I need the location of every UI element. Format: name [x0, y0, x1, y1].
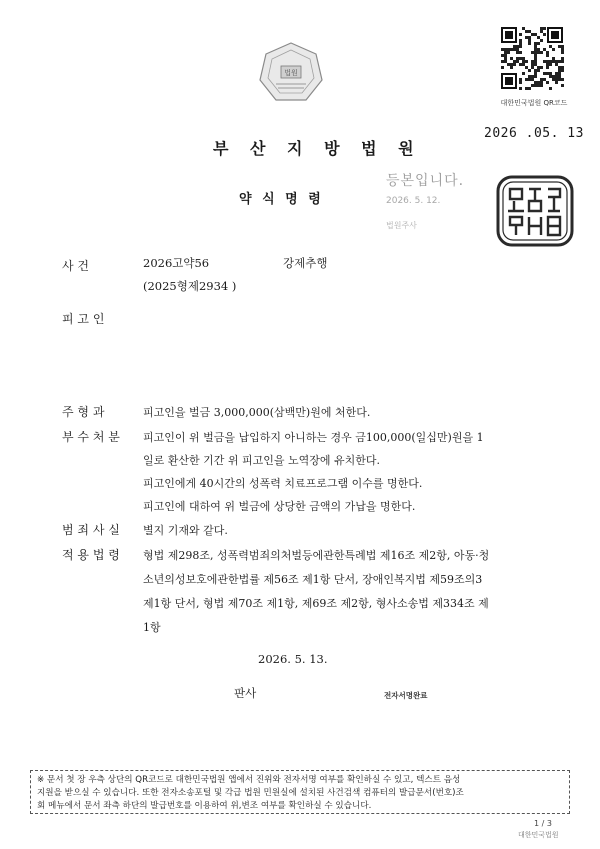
case-offense: 강제추행	[283, 256, 328, 270]
footer-court-mark: 대한민국법원	[518, 831, 559, 839]
criminal-facts-label: 범 죄 사 실	[62, 523, 120, 537]
certified-clerk: 법원주사	[386, 221, 417, 230]
certified-copy-text: 등본입니다.	[386, 173, 465, 189]
sentence-text: 피고인을 벌금 3,000,000(삼백만)원에 처한다.	[143, 406, 371, 419]
esignature-badge: 전자서명완료	[384, 691, 428, 700]
court-seal-icon	[496, 175, 574, 247]
applicable-law-line: 1항	[143, 621, 161, 634]
disposition-line: 일로 환산한 기간 위 피고인을 노역장에 유치한다.	[143, 454, 380, 467]
applicable-law-line: 형법 제298조, 성폭력범죄의처벌등에관한특례법 제16조 제2항, 아동·청	[143, 549, 490, 562]
sentence-label: 주 형 과	[62, 405, 105, 419]
applicable-law-line: 제1항 단서, 형법 제70조 제1항, 제69조 제2항, 형사소송법 제334조 제	[143, 597, 489, 610]
court-emblem-icon	[256, 40, 326, 106]
document-title: 약 식 명 령	[239, 192, 324, 207]
signature-date: 2026. 5. 13.	[258, 652, 328, 666]
qr-caption: 대한민국법원 QR코드	[500, 99, 568, 107]
notice-line: ※ 문서 첫 장 우측 상단의 QR코드로 대한민국법원 앱에서 진위와 전자서명 여부를 확인하실 수 있고, 텍스트 음성	[37, 775, 461, 785]
case-number: 2026고약56	[143, 256, 210, 270]
emblem-text: 법원	[284, 69, 298, 77]
disposition-line: 피고인에게 40시간의 성폭력 치료프로그램 이수를 명한다.	[143, 477, 423, 490]
authenticity-notice	[30, 770, 570, 814]
defendant-label: 피 고 인	[62, 312, 105, 326]
disposition-label: 부 수 처 분	[62, 430, 120, 444]
court-name: 부 산 지 방 법 원	[213, 139, 422, 158]
case-label: 사 건	[62, 259, 89, 273]
applicable-law-line: 소년의성보호에관한법률 제56조 제1항 단서, 장애인복지법 제59조의3	[143, 573, 483, 586]
disposition-line: 피고인에 대하여 위 벌금에 상당한 금액의 가납을 명한다.	[143, 500, 416, 513]
certified-date: 2026. 5. 12.	[386, 196, 441, 206]
case-sub-number: (2025형제2934 )	[143, 279, 237, 293]
applicable-law-label: 적 용 법 령	[62, 548, 120, 562]
qr-code-icon[interactable]	[500, 26, 564, 90]
page-number: 1 / 3	[534, 819, 552, 828]
notice-line: 회 메뉴에서 문서 좌측 하단의 발급번호를 이용하여 위,변조 여부를 확인하실 수 있습니다.	[37, 801, 372, 811]
issue-date: 2026 .05. 13	[484, 126, 584, 141]
notice-line: 지원을 받으실 수 있습니다. 또한 전자소송포털 및 각급 법원 민원실에 설치된 사건검색 컴퓨터의 발급문서(번호)조	[37, 788, 464, 798]
criminal-facts-text: 별지 기재와 같다.	[143, 524, 228, 537]
judge-label: 판사	[234, 686, 257, 700]
disposition-line: 피고인이 위 벌금을 납입하지 아니하는 경우 금100,000(일십만)원을 1	[143, 431, 484, 444]
